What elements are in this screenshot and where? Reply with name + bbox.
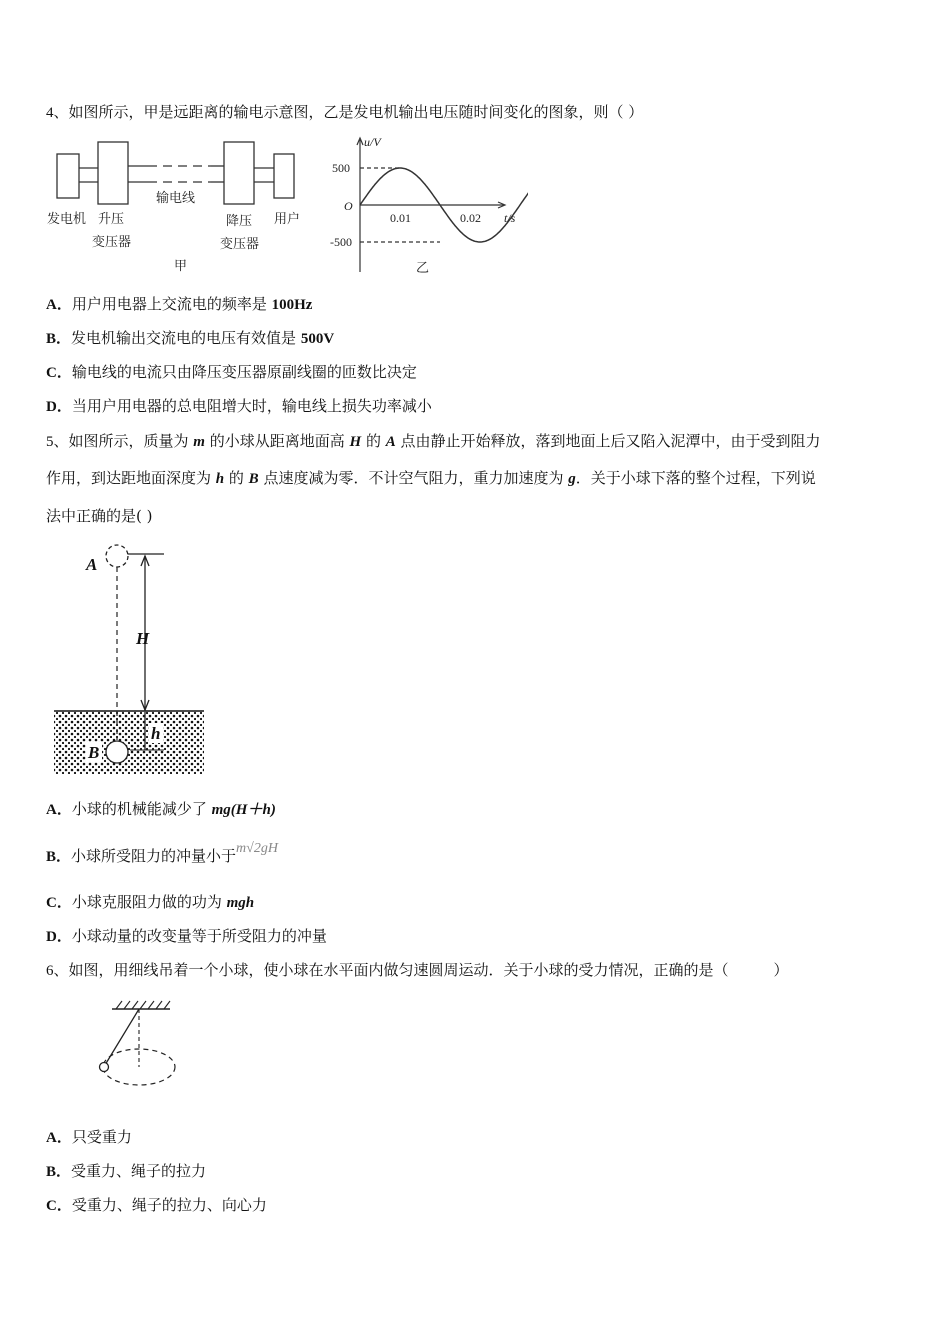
ball-b [106, 741, 128, 763]
q5-option-c: C．小球克服阻力做的功为 mgh [46, 893, 255, 911]
label-line: 输电线 [156, 191, 196, 206]
q5-stem-line1: 5、如图所示，质量为 m 的小球从距离地面高 H 的 A 点由静止开始释放，落到地面上后又陷入泥潭中，由于受到阻力 [46, 432, 821, 450]
ylabel: u/V [364, 135, 381, 149]
option-math: mg(H＋h) [211, 802, 276, 818]
user-box [274, 154, 294, 198]
q5-option-d: D．小球动量的改变量等于所受阻力的冲量 [46, 927, 327, 945]
q5-option-b: B．小球所受阻力的冲量小于m√2gH [46, 841, 278, 865]
generator-box [57, 154, 79, 198]
q5-figure [46, 540, 216, 780]
option-letter: A [46, 297, 57, 313]
q4-option-b: B．发电机输出交流电的电压有效值是 500V [46, 329, 335, 347]
origin-label: O [344, 199, 353, 213]
label-H: H [136, 629, 150, 648]
q5-option-a: A．小球的机械能减少了 mg(H＋h) [46, 800, 276, 818]
y-tick-500: 500 [332, 161, 350, 175]
q4-stem [46, 102, 643, 123]
q6-option-b: B．受重力、绳子的拉力 [46, 1162, 207, 1180]
label-h: h [151, 724, 161, 743]
q6-number: 6 [46, 963, 54, 979]
q4-figure-jia [46, 138, 306, 278]
q4-figure-yi [328, 132, 528, 278]
label-A: A [86, 555, 98, 574]
q5-stem-line3: 法中正确的是( ) [46, 507, 153, 525]
q4-number: 4 [46, 105, 54, 121]
option-text: 当用户用电器的总电阻增大时，输电线上损失功率减小 [71, 397, 432, 415]
caption-jia: 甲 [174, 259, 188, 274]
q4-stem-text: 、如图所示，甲是远距离的输电示意图，乙是发电机输出电压随时间变化的图象，则（ ） [53, 103, 644, 121]
option-letter: B [46, 331, 57, 347]
option-text: 输电线的电流只由降压变压器原副线圈的匝数比决定 [71, 363, 417, 381]
label-step-down-2: 变压器 [220, 237, 260, 252]
q6-stem [46, 960, 789, 981]
q5-stem-line2: 作用，到达距地面深度为 h 的 B 点速度减为零．不计空气阻力，重力加速度为 g．关于小球下落的整个过程，下列说 [46, 469, 816, 487]
q4-option-c: C．输电线的电流只由降压变压器原副线圈的匝数比决定 [46, 363, 417, 381]
q4-option-d: D．当用户用电器的总电阻增大时，输电线上损失功率减小 [46, 397, 432, 415]
option-letter: D [46, 399, 57, 415]
q6-option-c: C．受重力、绳子的拉力、向心力 [46, 1196, 267, 1214]
option-letter: C [46, 365, 57, 381]
y-tick-neg500: -500 [330, 235, 352, 249]
label-step-down-1: 降压 [226, 214, 253, 229]
caption-yi: 乙 [416, 261, 430, 276]
label-step-up-1: 升压 [98, 212, 125, 227]
step-down-transformer [224, 142, 254, 204]
option-value: 500V [300, 331, 335, 347]
q6-figure [92, 995, 222, 1100]
label-generator: 发电机 [47, 212, 87, 227]
x-tick-002: 0.02 [460, 211, 481, 225]
ball [100, 1063, 109, 1072]
label-step-up-2: 变压器 [92, 235, 132, 250]
option-value: 100Hz [271, 297, 313, 313]
option-text: 用户用电器上交流电的频率是 [71, 295, 272, 313]
x-tick-001: 0.01 [390, 211, 411, 225]
q6-option-a: A．只受重力 [46, 1128, 132, 1146]
q6-stem-text: 、如图，用细线吊着一个小球，使小球在水平面内做匀速圆周运动．关于小球的受力情况，正确的是（ ） [53, 961, 789, 979]
option-math: mgh [226, 895, 255, 911]
step-up-transformer [98, 142, 128, 204]
string [105, 1009, 139, 1065]
q5-number: 5 [46, 434, 54, 450]
option-text: 发电机输出交流电的电压有效值是 [71, 329, 301, 347]
q4-option-a: A．用户用电器上交流电的频率是 100Hz [46, 295, 313, 313]
mud-region [54, 711, 204, 774]
xlabel: t/s [504, 211, 516, 225]
label-B: B [88, 743, 100, 762]
option-math-sqrt: m√2gH [236, 841, 278, 856]
ball-a [106, 545, 128, 567]
label-user: 用户 [274, 212, 301, 227]
